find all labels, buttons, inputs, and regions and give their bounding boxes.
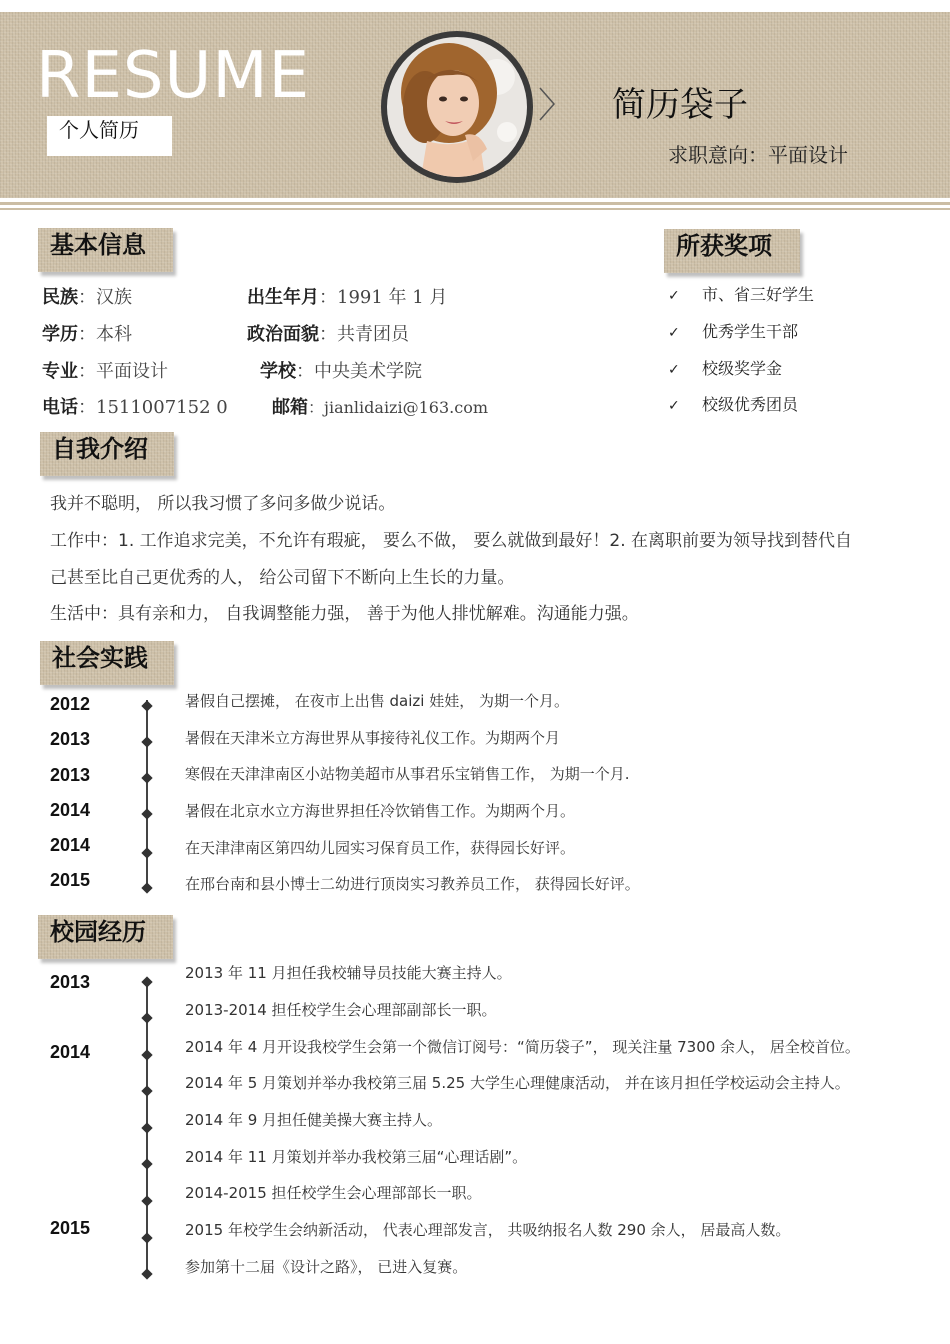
chevron-right-icon bbox=[538, 86, 556, 122]
timeline-marker bbox=[141, 1012, 152, 1023]
job-intent-label: 求职意向： bbox=[668, 143, 768, 167]
field-label: 邮箱 bbox=[272, 397, 308, 418]
timeline-marker bbox=[141, 1122, 152, 1133]
timeline-marker bbox=[141, 1049, 152, 1060]
award-item bbox=[668, 356, 782, 379]
resume-subtitle: 个人简历 bbox=[59, 118, 139, 142]
award-item bbox=[668, 282, 814, 305]
section-title-intro: 自我介绍 bbox=[40, 432, 174, 476]
job-intent bbox=[668, 139, 848, 168]
timeline-marker bbox=[141, 700, 152, 711]
section-title-campus: 校园经历 bbox=[38, 915, 173, 959]
practice-year: 2013 bbox=[50, 765, 91, 785]
practice-year: 2015 bbox=[50, 870, 91, 890]
job-intent-value: 平面设计 bbox=[768, 143, 848, 167]
timeline-marker bbox=[141, 1232, 152, 1243]
practice-entry: 暑假在天津米立方海世界从事接待礼仪工作。为期两个月 bbox=[185, 729, 561, 747]
practice-year: 2014 bbox=[50, 835, 91, 855]
field-value: ：汉族 bbox=[78, 287, 132, 308]
section-title-practice: 社会实践 bbox=[40, 641, 174, 685]
field-label: 学校 bbox=[260, 361, 296, 382]
field-label: 专业 bbox=[42, 361, 78, 382]
campus-year: 2015 bbox=[50, 1218, 91, 1238]
practice-entry: 暑假在北京水立方海世界担任冷饮销售工作。为期两个月。 bbox=[185, 802, 576, 820]
field-ethnicity bbox=[42, 283, 132, 309]
practice-entry: 寒假在天津津南区小站物美超市从事君乐宝销售工作， 为期一个月. bbox=[185, 765, 630, 783]
campus-entry: 2013 年 11 月担任我校辅导员技能大赛主持人。 bbox=[185, 964, 512, 982]
award-item bbox=[668, 392, 798, 415]
portrait-photo bbox=[387, 37, 527, 177]
avatar bbox=[381, 31, 533, 183]
campus-entry: 2014 年 11 月策划并举办我校第三届“心理话剧”。 bbox=[185, 1148, 528, 1166]
resume-subtitle-box bbox=[47, 116, 172, 156]
practice-entry: 在邢台南和县小博士二幼进行顶岗实习教养员工作， 获得园长好评。 bbox=[185, 875, 640, 893]
award-item bbox=[668, 319, 798, 342]
field-phone bbox=[42, 393, 228, 419]
field-label: 学历 bbox=[42, 324, 78, 345]
campus-year: 2014 bbox=[50, 1042, 91, 1062]
practice-entry: 在天津津南区第四幼儿园实习保育员工作，获得园长好评。 bbox=[185, 839, 576, 857]
section-title-basic: 基本信息 bbox=[38, 228, 173, 272]
campus-entry: 2014 年 4 月开设我校学生会第一个微信订阅号：“简历袋子”， 现关注量 7300 余人， 居全校首位。 bbox=[185, 1038, 860, 1056]
field-label: 电话 bbox=[42, 397, 78, 418]
award-label: 优秀学生干部 bbox=[702, 322, 799, 341]
field-label: 政治面貌 bbox=[247, 324, 319, 345]
award-label: 校级优秀团员 bbox=[702, 395, 799, 414]
field-value: ：中央美术学院 bbox=[296, 361, 422, 382]
field-label: 民族 bbox=[42, 287, 78, 308]
timeline-marker bbox=[141, 808, 152, 819]
campus-entry: 2014-2015 担任校学生会心理部部长一职。 bbox=[185, 1184, 482, 1202]
practice-year: 2014 bbox=[50, 800, 91, 820]
award-label: 校级奖学金 bbox=[702, 359, 783, 378]
campus-year: 2013 bbox=[50, 972, 91, 992]
campus-entry: 2015 年校学生会纳新活动， 代表心理部发言， 共吸纳报名人数 290 余人， 居最高人数。 bbox=[185, 1221, 791, 1239]
resume-word: RESUME bbox=[36, 39, 311, 113]
field-birth bbox=[247, 283, 447, 309]
intro-line: 生活中：具有亲和力， 自我调整能力强， 善于为他人排忧解难。沟通能力强。 bbox=[50, 604, 639, 624]
field-value: ：jianlidaizi@163.com bbox=[308, 398, 488, 417]
practice-year: 2013 bbox=[50, 729, 91, 749]
field-school bbox=[260, 357, 422, 383]
timeline-marker bbox=[141, 882, 152, 893]
checkmark-icon: ✓ bbox=[668, 288, 680, 304]
timeline-marker bbox=[141, 976, 152, 987]
field-value: ：本科 bbox=[78, 324, 132, 345]
candidate-name: 简历袋子 bbox=[612, 85, 748, 125]
award-label: 市、省三好学生 bbox=[702, 285, 815, 304]
timeline-marker bbox=[141, 1158, 152, 1169]
field-value: ：共青团员 bbox=[319, 324, 409, 345]
timeline-marker bbox=[141, 1268, 152, 1279]
field-major bbox=[42, 357, 168, 383]
campus-entry: 2014 年 5 月策划并举办我校第三届 5.25 大学生心理健康活动， 并在该月担任学校运动会主持人。 bbox=[185, 1074, 850, 1092]
campus-entry: 参加第十二届《设计之路》， 已进入复赛。 bbox=[185, 1258, 468, 1276]
checkmark-icon: ✓ bbox=[668, 398, 680, 414]
checkmark-icon: ✓ bbox=[668, 362, 680, 378]
intro-line: 我并不聪明， 所以我习惯了多问多做少说话。 bbox=[50, 494, 396, 514]
practice-year: 2012 bbox=[50, 694, 91, 714]
header-divider-bottom bbox=[0, 208, 950, 210]
field-value: ：平面设计 bbox=[78, 361, 168, 382]
timeline-marker bbox=[141, 736, 152, 747]
campus-entry: 2014 年 9 月担任健美操大赛主持人。 bbox=[185, 1111, 443, 1129]
intro-line: 工作中：1. 工作追求完美，不允许有瑕疵， 要么不做， 要么就做到最好！2. 在离职前要为领导找到替代自 bbox=[50, 531, 853, 551]
practice-timeline bbox=[146, 700, 148, 892]
section-title-awards: 所获奖项 bbox=[664, 229, 800, 273]
header-divider-top bbox=[0, 202, 950, 205]
field-value: ：1511007152 0 bbox=[78, 397, 228, 418]
timeline-marker bbox=[141, 1195, 152, 1206]
field-label: 出生年月 bbox=[247, 287, 319, 308]
field-value: ：1991 年 1 月 bbox=[319, 287, 448, 308]
timeline-marker bbox=[141, 847, 152, 858]
field-email bbox=[272, 393, 488, 419]
checkmark-icon: ✓ bbox=[668, 325, 680, 341]
practice-entry: 暑假自己摆摊， 在夜市上出售 daizi 娃娃， 为期一个月。 bbox=[185, 692, 569, 710]
campus-entry: 2013-2014 担任校学生会心理部副部长一职。 bbox=[185, 1001, 497, 1019]
field-education bbox=[42, 320, 132, 346]
timeline-marker bbox=[141, 772, 152, 783]
intro-line: 己甚至比自己更优秀的人， 给公司留下不断向上生长的力量。 bbox=[50, 568, 515, 588]
timeline-marker bbox=[141, 1085, 152, 1096]
field-political bbox=[247, 320, 409, 346]
